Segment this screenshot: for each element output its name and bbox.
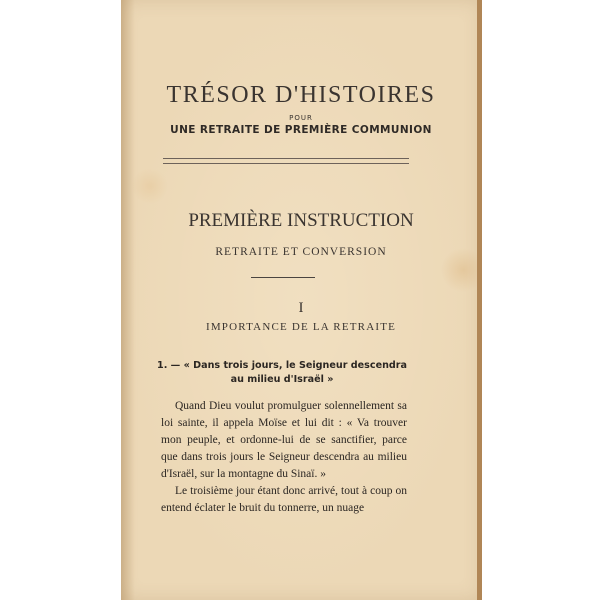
book-title: TRÉSOR D'HISTOIRES [166, 82, 436, 108]
body-paragraph-1: Quand Dieu voulut promulguer solennellement sa loi sainte, il appela Moïse et lui dit : « Va trouver mon peuple, et ordonne-lui de se sanctifier, parce que dans trois jours le Seigneur descendra au milieu d'Israël, sur la montagne du Sinaï. » [161, 400, 407, 480]
section-title: IMPORTANCE DE LA RETRAITE [205, 321, 397, 333]
chapter-subtitle: RETRAITE ET CONVERSION [215, 246, 387, 258]
body-text [161, 398, 407, 517]
book-title-pour: POUR [289, 114, 313, 122]
double-rule-divider [163, 158, 409, 164]
paragraph-heading: 1. — « Dans trois jours, le Seigneur descendra au milieu d'Israël » [157, 360, 407, 385]
body-paragraph-2: Le troisième jour étant donc arrivé, tout à coup on entend éclater le bruit du tonnerre, un nuage [161, 485, 407, 514]
book-page [121, 0, 481, 600]
chapter-title: PREMIÈRE INSTRUCTION [188, 210, 414, 231]
section-number: I [298, 300, 304, 316]
book-subtitle: UNE RETRAITE DE PREMIÈRE COMMUNION [170, 124, 432, 136]
short-rule-divider [251, 277, 315, 278]
page-edge [477, 0, 482, 600]
